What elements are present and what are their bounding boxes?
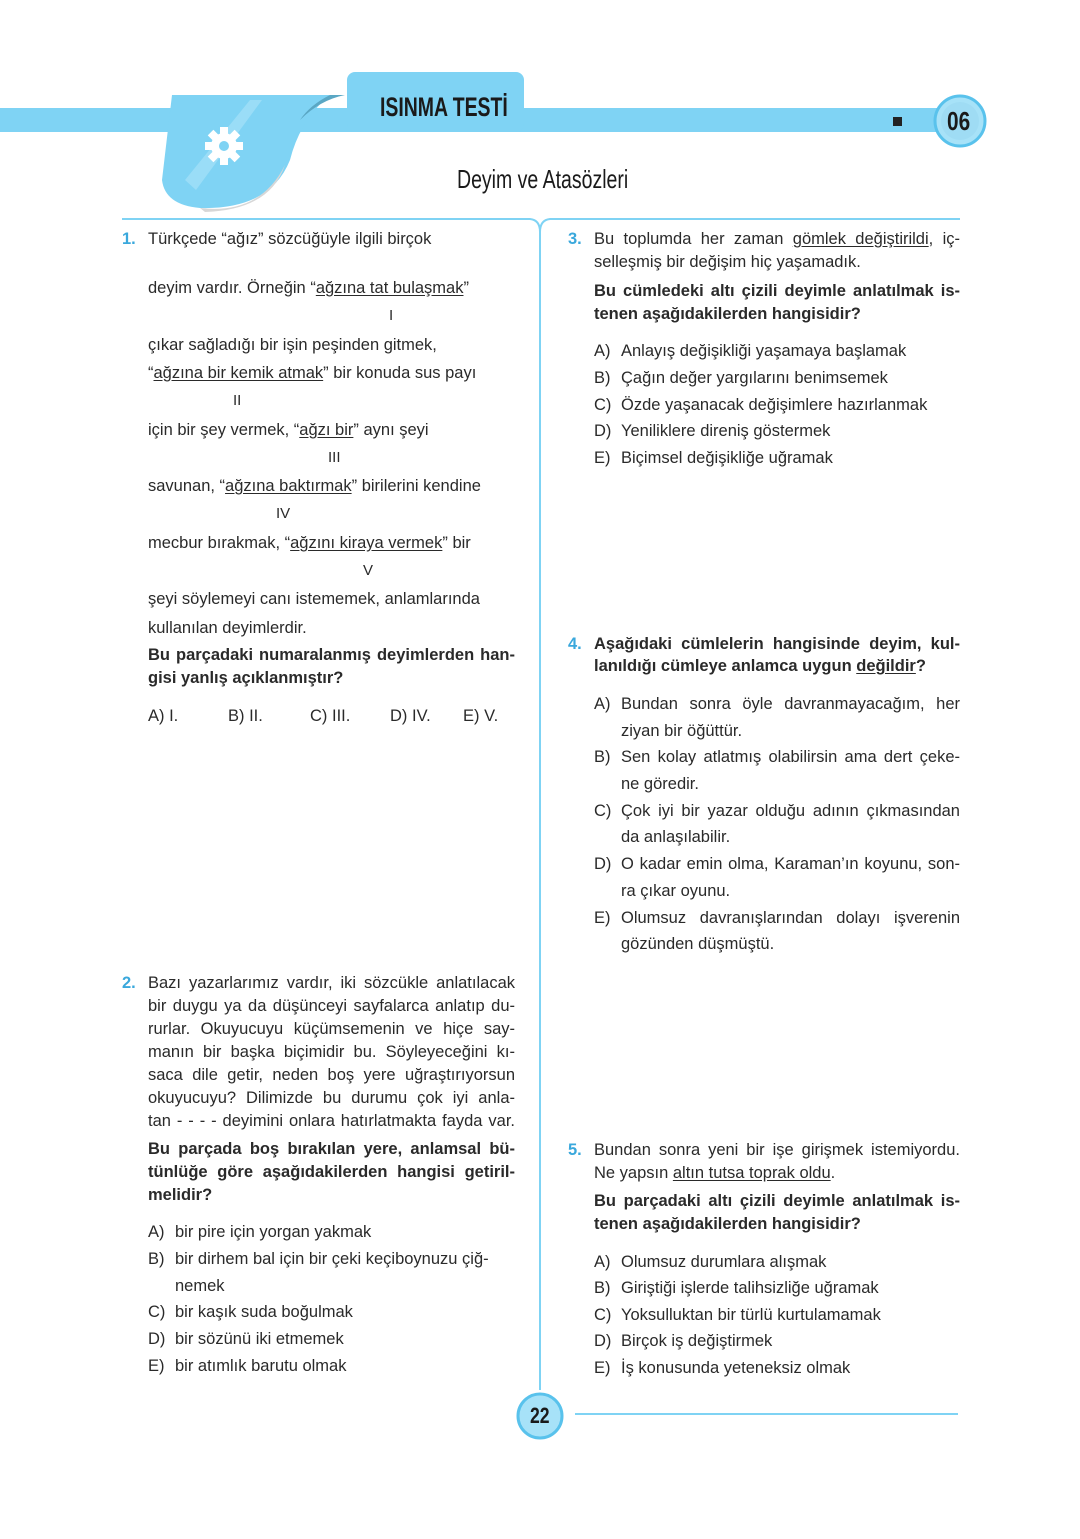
option-d[interactable]: D) IV. (390, 707, 431, 725)
text: için bir şey vermek, “ (148, 421, 300, 439)
underlined-idiom: gömlek değiştirildi (792, 230, 929, 248)
option-key: D) (594, 422, 612, 440)
roman-numeral: IV (276, 505, 291, 522)
text: deyim vardır. Örneğin “ (148, 279, 316, 297)
stem-line: selleşmiş bir değişim hiç yaşamadık. (594, 253, 861, 271)
option-c[interactable] (594, 1304, 881, 1326)
text: ” bir (442, 534, 471, 552)
option-text: İş konusunda yeteneksiz olmak (621, 1359, 851, 1377)
option-e-continued: gözünden düşmüştü. (621, 935, 775, 953)
underlined-word: değildir (856, 657, 916, 675)
option-b[interactable] (594, 746, 960, 768)
text: , iç- (928, 230, 960, 248)
option-key: B) (148, 1250, 165, 1268)
stem-line (148, 532, 515, 554)
option-key: D) (148, 1330, 166, 1348)
roman-numeral: III (328, 449, 341, 466)
stem-line: kullanılan deyimlerdir. (148, 619, 307, 637)
option-key: A) (594, 695, 611, 713)
text: Bu toplumda her zaman (594, 230, 793, 248)
option-key: C) (594, 1306, 612, 1324)
stem-line (148, 362, 515, 384)
option-text: Yoksulluktan bir türlü kurtulamamak (621, 1306, 881, 1324)
option-d-continued: ra çıkar oyunu. (621, 882, 731, 900)
question-prompt: Bu parçada boş bırakılan yere, anlamsal bü- (148, 1140, 515, 1158)
question-prompt: Bu parçadaki numaralanmış deyimlerden han- (148, 646, 515, 664)
option-a[interactable]: A) I. (148, 707, 179, 725)
text: savunan, “ (148, 477, 226, 495)
option-a[interactable] (594, 1251, 826, 1273)
question-prompt: tenen aşağıdakilerden hangisidir? (594, 305, 861, 323)
question-prompt (594, 655, 960, 677)
question-number: 2. (122, 974, 136, 992)
option-key: E) (148, 1357, 165, 1375)
stem-line: Bundan sonra yeni bir işe girişmek istemiyordu. (594, 1141, 960, 1159)
question-number: 3. (568, 230, 582, 248)
option-text: Özde yaşanacak değişimlere hazırlanmak (621, 396, 928, 414)
option-text: bir atımlık barutu olmak (175, 1357, 347, 1375)
option-text: Çağın değer yargılarını benimsemek (621, 369, 888, 387)
option-a[interactable] (594, 693, 960, 715)
text: Ne yapsın (594, 1164, 673, 1182)
option-c[interactable] (148, 1301, 353, 1323)
stem-line (148, 277, 515, 299)
option-key: E) (594, 1359, 611, 1377)
option-c-continued: da anlaşılabilir. (621, 828, 731, 846)
stem-line: Türkçede “ağız” sözcüğüyle ilgili birçok (148, 230, 432, 248)
roman-numeral: I (389, 307, 394, 324)
option-a[interactable] (148, 1221, 371, 1243)
question-prompt: Aşağıdaki cümlelerin hangisinde deyim, kul- (594, 635, 960, 653)
option-b-continued: ne göredir. (621, 775, 699, 793)
option-e[interactable] (594, 907, 960, 929)
option-e[interactable]: E) V. (463, 707, 499, 725)
stem-line: tan - - - - deyimini onlara hatırlatmakta fayda var. (148, 1112, 515, 1130)
text: “ (148, 364, 154, 382)
option-text: Olumsuz davranışlarından dolayı işverenin (621, 909, 960, 927)
option-text: Anlayış değişikliği yaşamaya başlamak (621, 342, 907, 360)
text: ? (915, 657, 926, 675)
question-prompt: tünlüğe göre aşağıdakilerden hangisi getiril- (148, 1163, 515, 1181)
text: ” birilerini kendine (351, 477, 481, 495)
question-prompt: melidir? (148, 1186, 213, 1204)
stem-line (148, 475, 515, 497)
option-b[interactable]: B) II. (228, 707, 263, 725)
option-key: E) (594, 909, 611, 927)
option-text: Yeniliklere direniş göstermek (621, 422, 831, 440)
question-prompt: tenen aşağıdakilerden hangisidir? (594, 1215, 861, 1233)
option-text: Bundan sonra öyle davranmayacağım, her (621, 695, 960, 713)
option-d[interactable] (594, 1330, 772, 1352)
text: ” (463, 279, 469, 297)
test-badge: ISINMA TESTİ (380, 92, 508, 122)
option-text: Sen kolay atlatmış olabilirsin ama dert çeke- (621, 748, 960, 766)
text: lanıldığı cümleye anlamca uygun (594, 657, 857, 675)
underlined-idiom: ağzını kiraya vermek (290, 534, 443, 552)
text: ” aynı şeyi (353, 421, 429, 439)
option-d[interactable] (594, 853, 960, 875)
stem-line (594, 1162, 960, 1184)
option-b[interactable] (594, 367, 888, 389)
stem-line: çıkar sağladığı bir işin peşinden gitmek, (148, 336, 437, 354)
page-number: 22 (530, 1403, 550, 1428)
option-e[interactable] (594, 447, 833, 469)
option-c[interactable] (594, 800, 960, 822)
option-text: bir kaşık suda boğulmak (175, 1303, 353, 1321)
stem-line (148, 419, 515, 441)
stem-line: saca dile getir, neden boş yere uğraştırıyorsun (148, 1066, 515, 1084)
option-key: C) (594, 396, 612, 414)
underlined-idiom: ağzı bir (299, 421, 354, 439)
option-key: A) (594, 1253, 611, 1271)
roman-numeral: II (233, 392, 242, 409)
stem-line: Bazı yazarlarımız vardır, iki sözcükle anlatılacak (148, 974, 515, 992)
underlined-idiom: ağzına bir kemik atmak (153, 364, 324, 382)
underlined-idiom: ağzına baktırmak (225, 477, 352, 495)
question-number: 4. (568, 635, 582, 653)
option-text: bir pire için yorgan yakmak (175, 1223, 372, 1241)
option-text: O kadar emin olma, Karaman’ın koyunu, son- (621, 855, 960, 873)
option-key: A) (594, 342, 611, 360)
question-prompt: gisi yanlış açıklanmıştır? (148, 669, 344, 687)
text: ” bir konuda sus payı (323, 364, 477, 382)
stem-line: okuyucuyu? Dilimizde bu durumu çok iyi anla- (148, 1089, 515, 1107)
option-key: C) (148, 1303, 166, 1321)
option-a-continued: ziyan bir öğüttür. (621, 722, 743, 740)
option-d[interactable] (148, 1328, 344, 1350)
stem-line: manın bir başka biçimidir bu. Söyleyeceğini kı- (148, 1043, 515, 1061)
option-text: bir sözünü iki etmemek (175, 1330, 344, 1348)
option-text: Biçimsel değişikliğe uğramak (621, 449, 833, 467)
option-key: A) (148, 1223, 165, 1241)
option-key: D) (594, 1332, 612, 1350)
option-text: Çok iyi bir yazar olduğu adının çıkmasından (621, 802, 960, 820)
option-a[interactable] (594, 340, 906, 362)
underlined-idiom: ağzına tat bulaşmak (315, 279, 464, 297)
text: mecbur bırakmak, “ (148, 534, 291, 552)
option-b-continued: nemek (175, 1277, 225, 1295)
option-d[interactable] (594, 420, 830, 442)
option-key: B) (594, 369, 611, 387)
option-b[interactable] (148, 1248, 515, 1270)
option-c[interactable]: C) III. (310, 707, 351, 725)
option-key: C) (594, 802, 612, 820)
underlined-idiom: altın tutsa toprak oldu (672, 1164, 831, 1182)
stem-line: bir duygu ya da düşünceyi sayfalarca anlatıp du- (148, 997, 515, 1015)
option-c[interactable] (594, 394, 927, 416)
option-key: D) (594, 855, 612, 873)
question-prompt: Bu parçadaki altı çizili deyimle anlatılmak is- (594, 1192, 960, 1210)
page-title: Deyim ve Atasözleri (457, 164, 629, 194)
option-text: Birçok iş değiştirmek (621, 1332, 773, 1350)
stem-line (594, 228, 960, 250)
stem-line: rurlar. Okuyucuyu küçümsemenin ve hiçe say- (148, 1020, 515, 1038)
question-prompt: Bu cümledeki altı çizili deyimle anlatılmak is- (594, 282, 960, 300)
option-key: E) (594, 449, 611, 467)
option-b[interactable] (594, 1277, 879, 1299)
question-number: 1. (122, 230, 136, 248)
stem-line: şeyi söylemeyi canı istememek, anlamlarında (148, 590, 480, 608)
text: . (830, 1164, 836, 1182)
roman-numeral: V (363, 562, 374, 579)
option-key: B) (594, 1279, 611, 1297)
option-e[interactable] (594, 1357, 850, 1379)
option-key: B) (594, 748, 611, 766)
test-number: 06 (947, 106, 971, 136)
option-text: bir dirhem bal için bir çeki keçiboynuzu çiğ- (175, 1250, 489, 1268)
option-text: Giriştiği işlerde talihsizliğe uğramak (621, 1279, 879, 1297)
option-e[interactable] (148, 1355, 346, 1377)
option-text: Olumsuz durumlara alışmak (621, 1253, 827, 1271)
question-number: 5. (568, 1141, 582, 1159)
